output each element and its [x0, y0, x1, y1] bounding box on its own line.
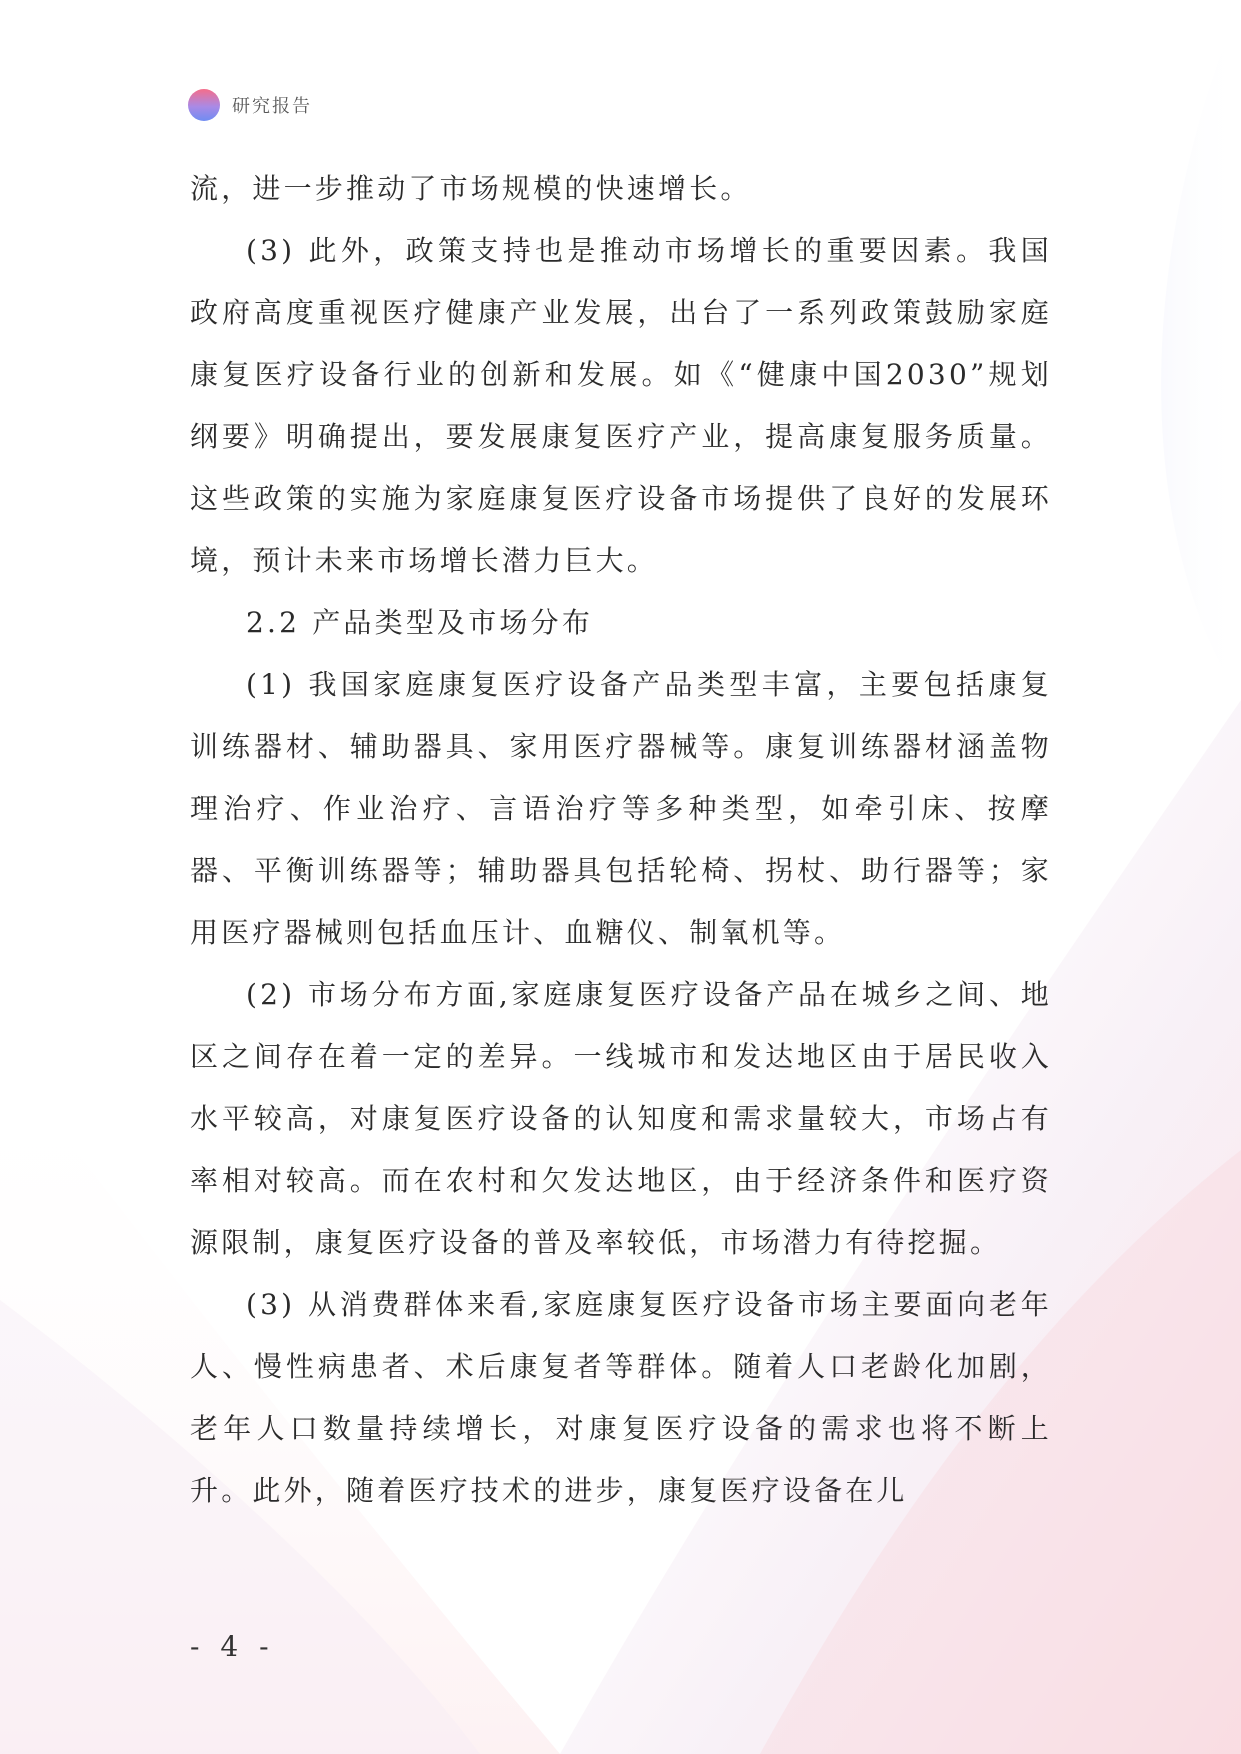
page-header — [188, 88, 312, 122]
document-body — [190, 158, 1052, 1522]
section-heading: 2.2 产品类型及市场分布 — [246, 606, 594, 639]
paragraph-continuation: 流，进一步推动了市场规模的快速增长。 — [190, 172, 752, 205]
paragraph-policy-support: (3) 此外，政策支持也是推动市场增长的重要因素。我国政府高度重视医疗健康产业发展，出台了一系列政策鼓励家庭康复医疗设备行业的创新和发展。如《“健康中国2030”规划纲要》明确提出，要发展康复医疗产业，提高康复服务质量。这些政策的实施为家庭康复医疗设备市场提供了良好的发展环境，预计未来市场增长潜力巨大。 — [190, 234, 1052, 577]
report-logo-icon — [188, 89, 220, 121]
paragraph-consumer-groups: (3) 从消费群体来看,家庭康复医疗设备市场主要面向老年人、慢性病患者、术后康复者等群体。随着人口老龄化加剧，老年人口数量持续增长，对康复医疗设备的需求也将不断上升。此外，随着医疗技术的进步，康复医疗设备在儿 — [190, 1288, 1052, 1507]
paragraph-market-distribution: (2) 市场分布方面,家庭康复医疗设备产品在城乡之间、地区之间存在着一定的差异。一线城市和发达地区由于居民收入水平较高，对康复医疗设备的认知度和需求量较大，市场占有率相对较高。而在农村和欠发达地区，由于经济条件和医疗资源限制，康复医疗设备的普及率较低，市场潜力有待挖掘。 — [190, 978, 1052, 1259]
page-number: - 4 - — [190, 1630, 275, 1663]
header-title: 研究报告 — [232, 96, 312, 117]
paragraph-product-types: (1) 我国家庭康复医疗设备产品类型丰富，主要包括康复训练器材、辅助器具、家用医疗器械等。康复训练器材涵盖物理治疗、作业治疗、言语治疗等多种类型，如牵引床、按摩器、平衡训练器等；辅助器具包括轮椅、拐杖、助行器等；家用医疗器械则包括血压计、血糖仪、制氧机等。 — [190, 668, 1052, 949]
